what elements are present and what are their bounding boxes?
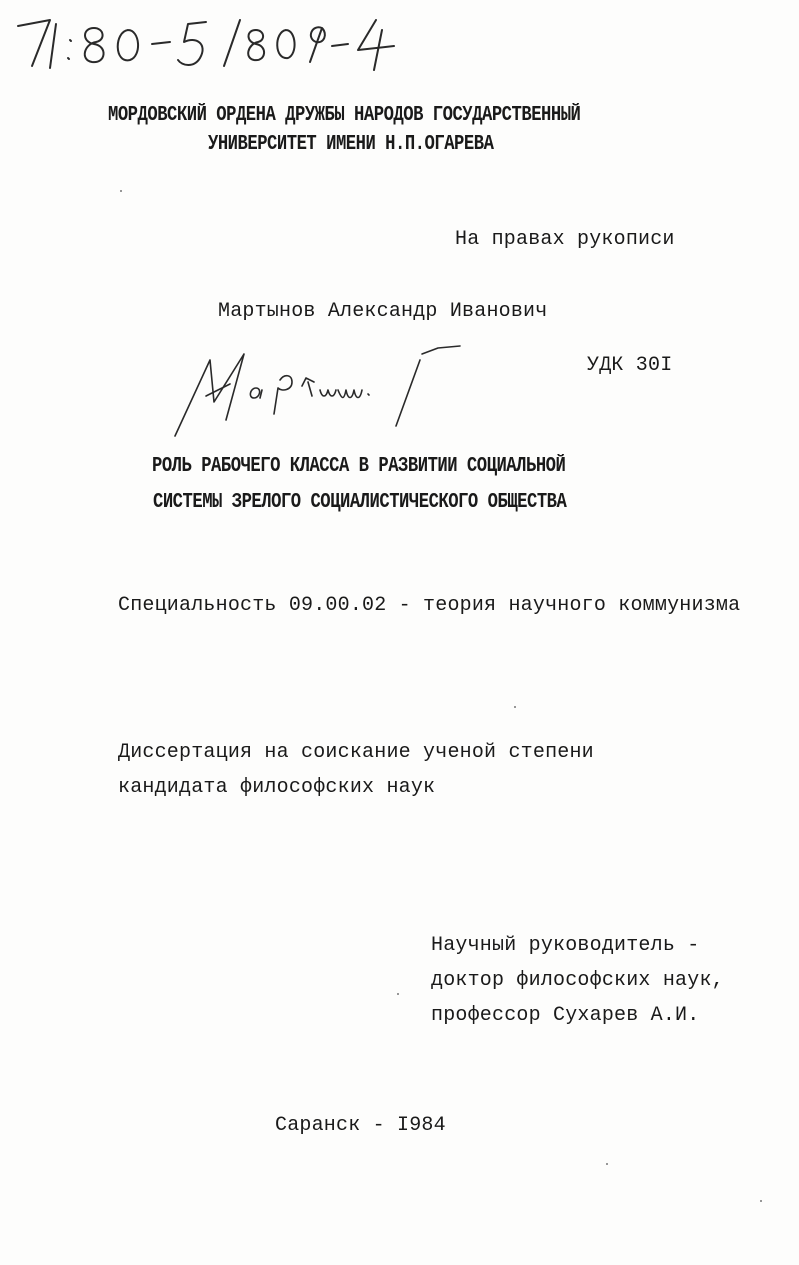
- supervisor-line-1: Научный руководитель -: [431, 934, 700, 957]
- supervisor-line-2: доктор философских наук,: [431, 969, 724, 992]
- scan-speck: [760, 1200, 762, 1202]
- place-and-year: Саранск - I984: [275, 1114, 446, 1137]
- manuscript-rights-note: На правах рукописи: [455, 228, 675, 251]
- dissertation-degree-line-2: кандидата философских наук: [118, 776, 436, 799]
- archive-handwritten-mark: [10, 6, 410, 76]
- dissertation-title-line-1: РОЛЬ РАБОЧЕГО КЛАССА В РАЗВИТИИ СОЦИАЛЬНОЙ: [152, 455, 566, 478]
- author-name: Мартынов Александр Иванович: [218, 300, 548, 323]
- dissertation-title-line-2: СИСТЕМЫ ЗРЕЛОГО СОЦИАЛИСТИЧЕСКОГО ОБЩЕСТВА: [153, 491, 567, 514]
- scan-speck: [397, 993, 399, 995]
- supervisor-line-3: профессор Сухарев А.И.: [431, 1004, 700, 1027]
- institution-name-line-2: УНИВЕРСИТЕТ ИМЕНИ Н.П.ОГАРЕВА: [208, 133, 494, 156]
- udk-code: УДК 30I: [587, 354, 673, 377]
- author-signature: [170, 340, 470, 440]
- specialty-line: Специальность 09.00.02 - теория научного коммунизма: [118, 594, 741, 617]
- institution-name-line-1: МОРДОВСКИЙ ОРДЕНА ДРУЖБЫ НАРОДОВ ГОСУДАРСТВЕННЫЙ: [108, 104, 581, 127]
- scan-speck: [514, 706, 516, 708]
- scan-speck: [606, 1163, 608, 1165]
- scan-speck: [120, 190, 122, 192]
- dissertation-degree-line-1: Диссертация на соискание ученой степени: [118, 741, 594, 764]
